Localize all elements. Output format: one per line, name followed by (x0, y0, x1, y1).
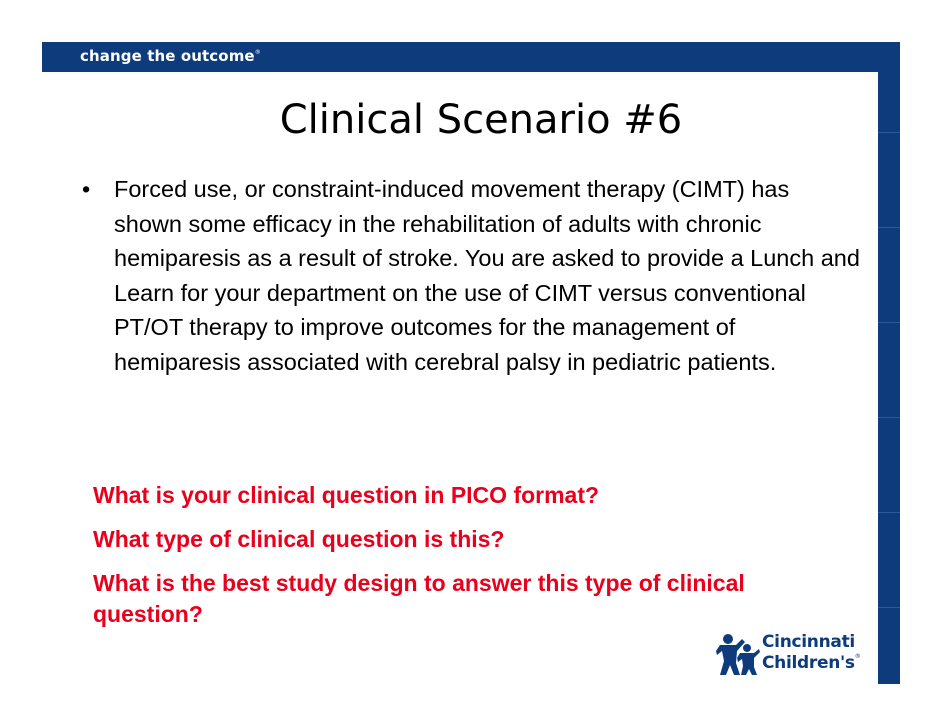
right-accent-bar (878, 72, 900, 684)
scenario-text: Forced use, or constraint-induced movement therapy (CIMT) has shown some efficacy in the rehabilitation of adults with chronic hemiparesis as a result of stroke. You are asked to provide a Lunch and Learn for your department on the use of CIMT versus conventional PT/OT therapy to improve outcomes for the management of hemiparesis associated with cerebral palsy in pediatric patients. (114, 176, 860, 375)
brand-tagline (80, 47, 261, 65)
cincinnati-childrens-logo (716, 631, 876, 681)
brand-text: change the outcome (80, 47, 255, 65)
logo-line-2-text: Children's (762, 653, 855, 673)
header-bar (42, 42, 900, 72)
question-type: What type of clinical question is this? (93, 526, 505, 552)
logo-line-1: Cincinnati (762, 632, 855, 652)
question-pico: What is your clinical question in PICO format? (93, 482, 600, 508)
bullet-marker: • (82, 176, 91, 202)
logo-registered-mark: ® (854, 653, 861, 660)
slide-title: Clinical Scenario #6 (279, 97, 683, 143)
question-study-design: What is the best study design to answer this type of clinical question? (93, 570, 745, 627)
children-figures-icon (716, 631, 760, 677)
logo-line-2 (762, 653, 860, 673)
questions-block (93, 480, 793, 643)
brand-registered-mark: ® (254, 49, 261, 56)
